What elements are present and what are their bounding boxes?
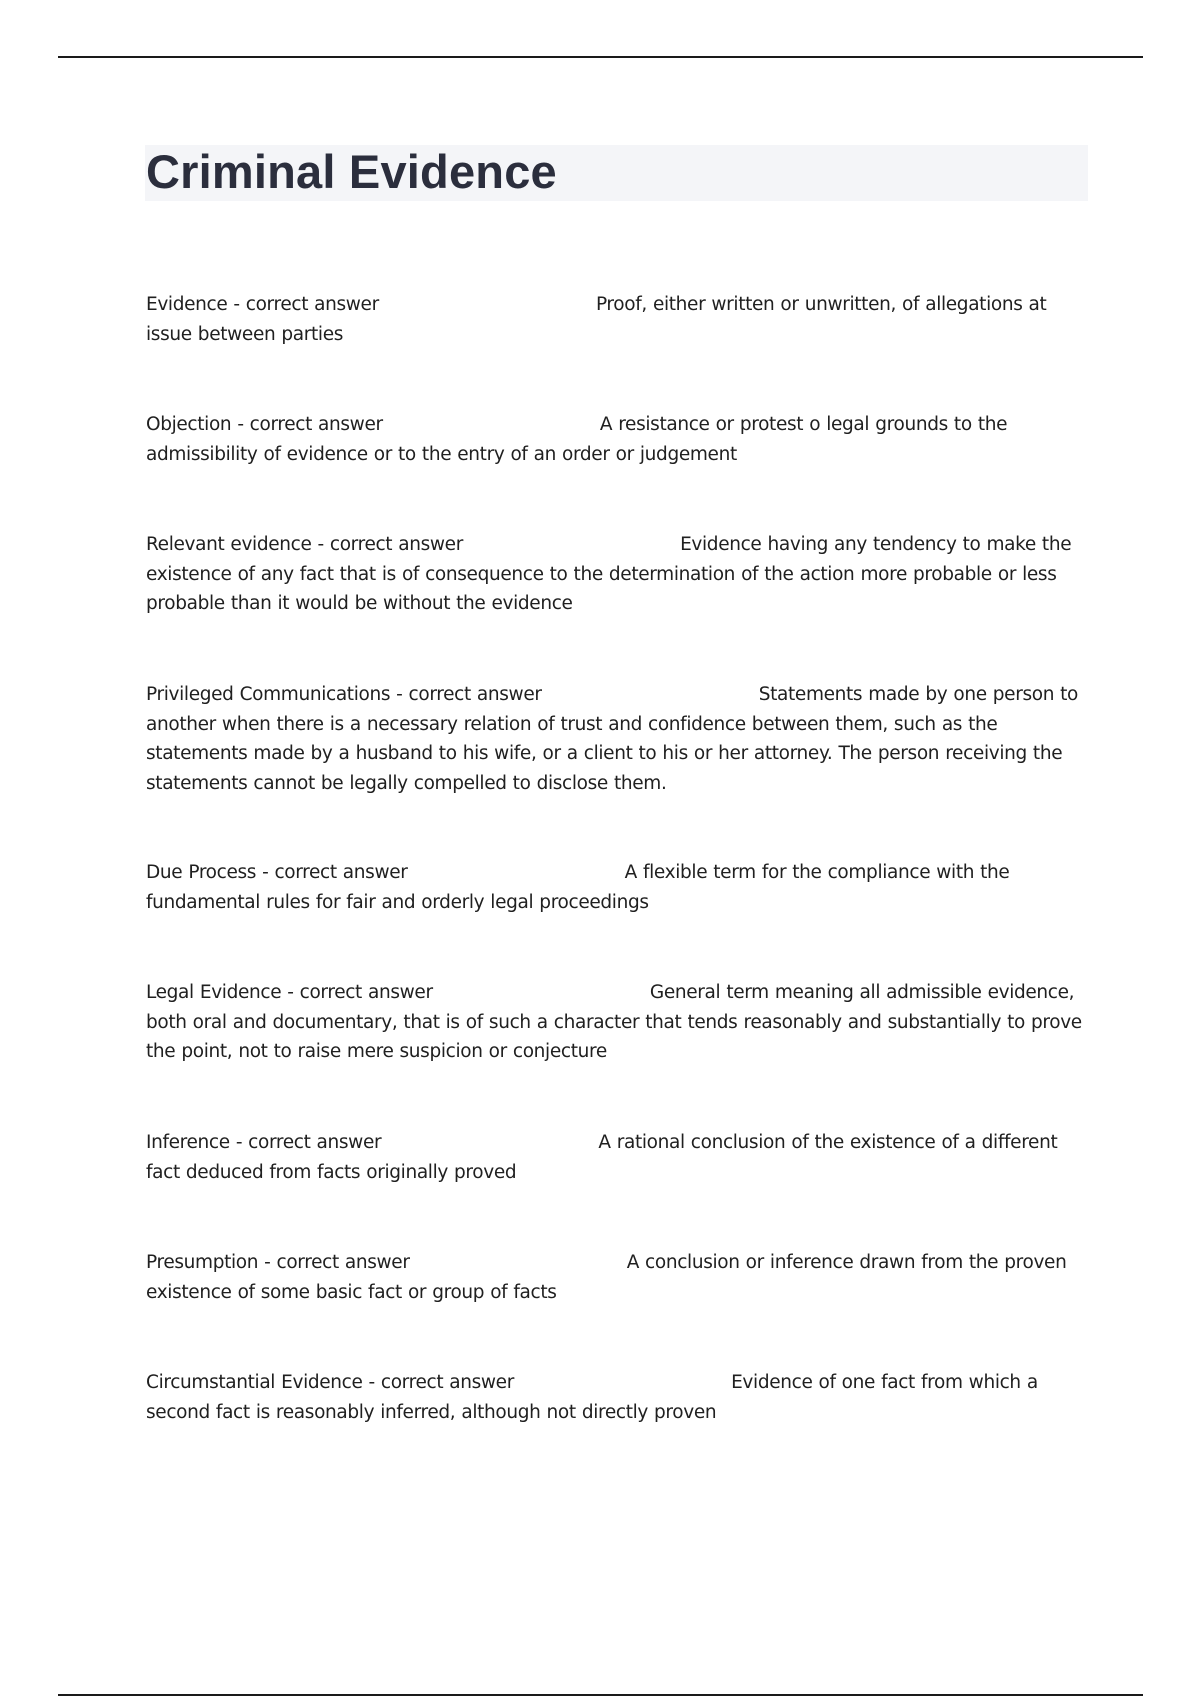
entry-definition: A rational conclusion of the existence of a different fact deduced from facts originally proved: [146, 1132, 1058, 1183]
page-title: Criminal Evidence: [146, 145, 557, 198]
list-item: [146, 530, 1096, 619]
list-item: [146, 410, 1096, 469]
entry-definition: Statements made by one person to another when there is a necessary relation of trust and confidence between them, such as the statements made by a husband to his wife, or a client to his or her attorney. The person receiving the statements cannot be legally compelled to disclose them.: [146, 684, 1078, 794]
entry-term: Privileged Communications - correct answer: [146, 684, 542, 705]
list-item: [146, 290, 1096, 349]
top-rule: [58, 56, 1143, 58]
entry-term: Inference - correct answer: [146, 1132, 382, 1153]
list-item: [146, 858, 1096, 917]
entry-term: Due Process - correct answer: [146, 862, 408, 883]
entry-definition: A flexible term for the compliance with the fundamental rules for fair and orderly legal proceedings: [146, 862, 1010, 913]
entry-definition: Evidence of one fact from which a second fact is reasonably inferred, although not directly proven: [146, 1372, 1038, 1423]
entry-term: Evidence - correct answer: [146, 294, 379, 315]
entry-term: Legal Evidence - correct answer: [146, 982, 433, 1003]
list-item: [146, 1128, 1096, 1187]
entry-definition: Proof, either written or unwritten, of allegations at issue between parties: [146, 294, 1047, 345]
entry-definition: General term meaning all admissible evidence, both oral and documentary, that is of such a character that tends reasonably and substantially to prove the point, not to raise mere suspicion or conjecture: [146, 982, 1082, 1062]
entry-definition: A resistance or protest o legal grounds to the admissibility of evidence or to the entry of an order or judgement: [146, 414, 1008, 465]
list-item: [146, 1368, 1096, 1427]
entry-definition: A conclusion or inference drawn from the proven existence of some basic fact or group of facts: [146, 1252, 1067, 1303]
entry-term: Objection - correct answer: [146, 414, 383, 435]
entry-definition: Evidence having any tendency to make the existence of any fact that is of consequence to the determination of the action more probable or less probable than it would be without the evidence: [146, 534, 1072, 614]
bottom-rule: [58, 1694, 1143, 1696]
list-item: [146, 978, 1096, 1067]
list-item: [146, 680, 1096, 798]
entry-term: Circumstantial Evidence - correct answer: [146, 1372, 514, 1393]
list-item: [146, 1248, 1096, 1307]
entry-term: Presumption - correct answer: [146, 1252, 410, 1273]
entry-term: Relevant evidence - correct answer: [146, 534, 463, 555]
